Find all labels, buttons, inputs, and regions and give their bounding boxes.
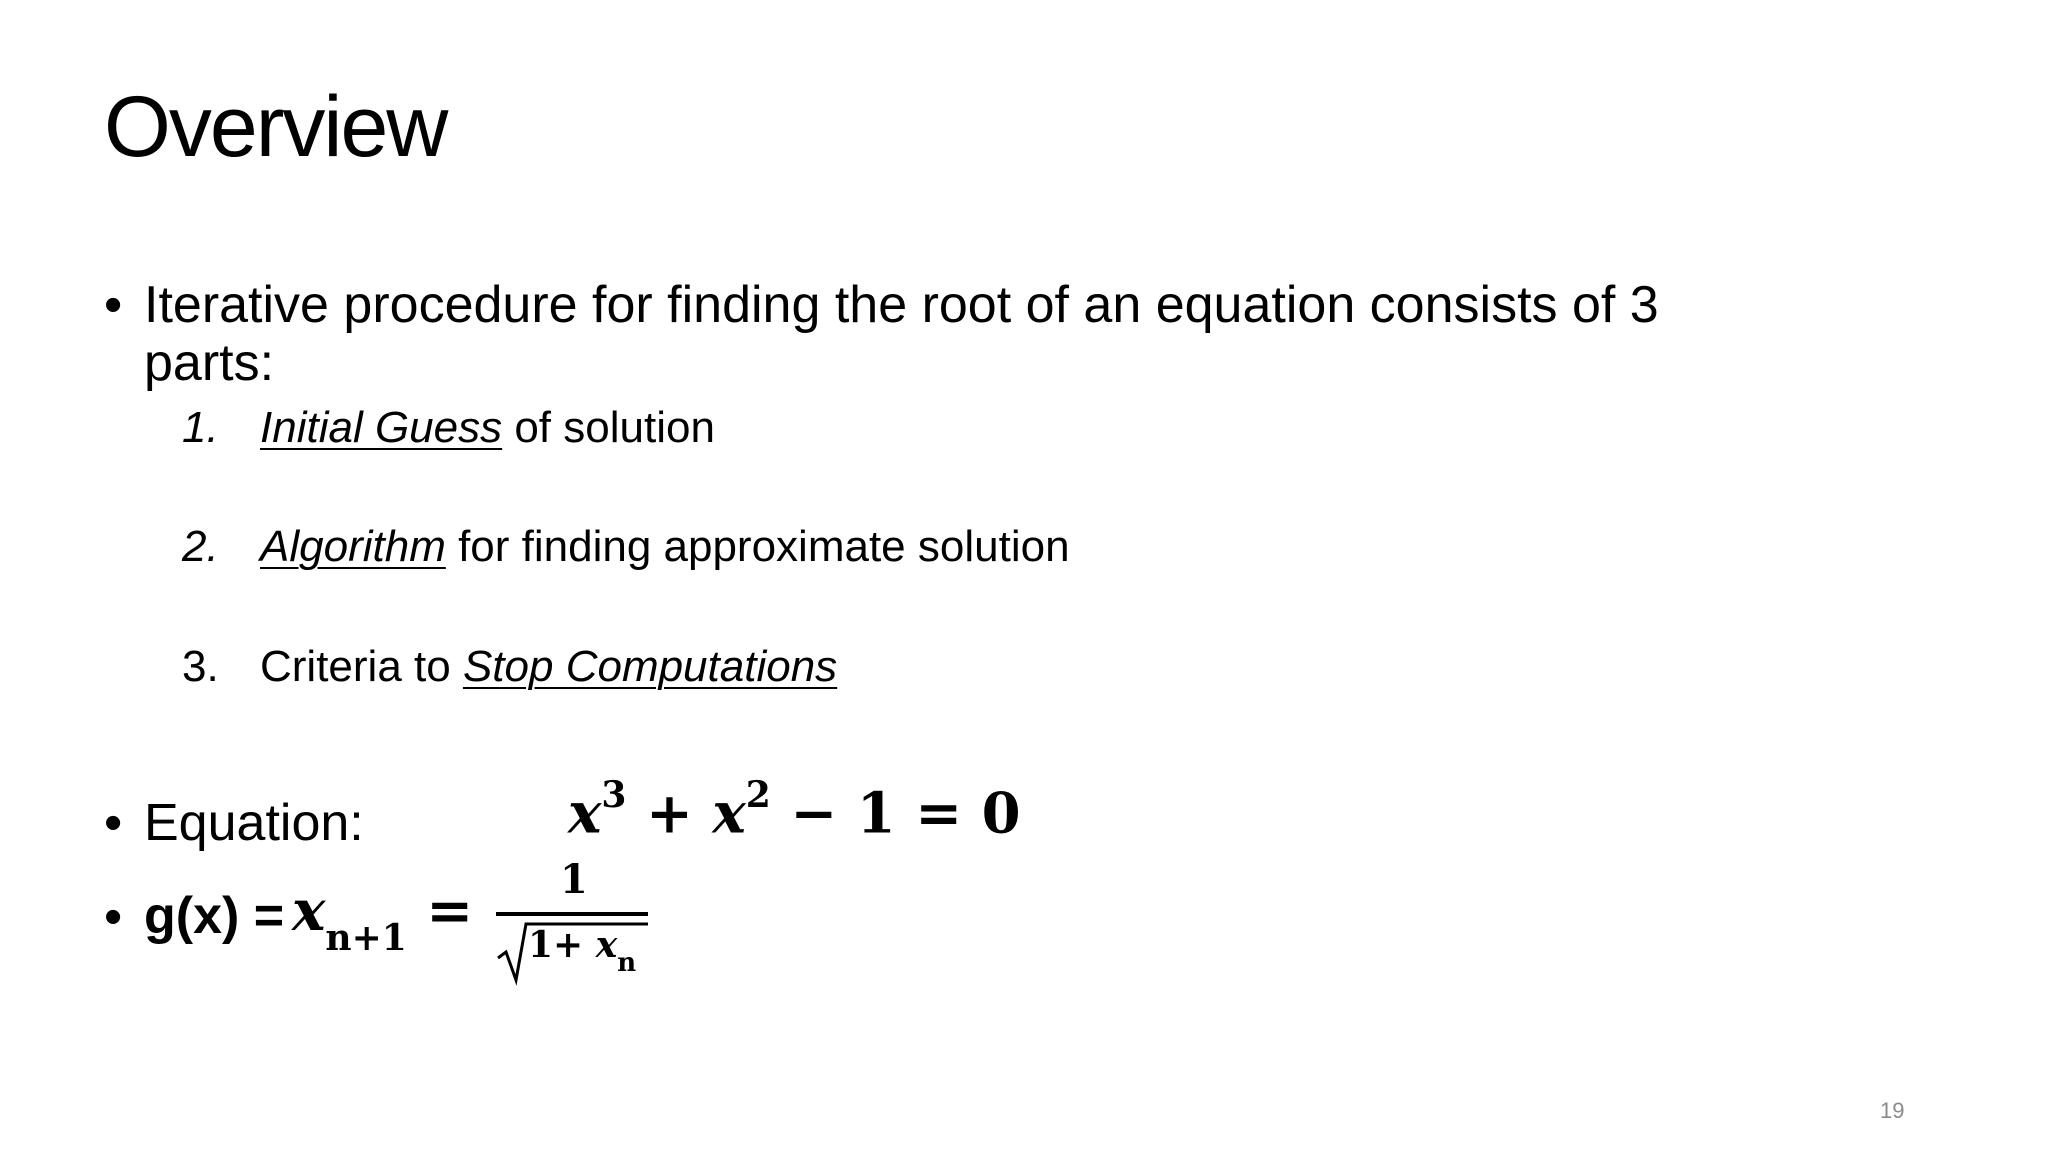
bullet-dot: •	[104, 888, 123, 946]
bullet-dot: •	[104, 794, 123, 852]
iteration-fraction	[496, 856, 652, 986]
bullet-text-line2: parts:	[144, 334, 275, 392]
equation-label: Equation:	[144, 794, 364, 852]
fraction-denominator: $1+ x_n$	[528, 924, 637, 979]
fraction-numerator: 1	[560, 856, 588, 903]
slide-title: Overview	[104, 79, 447, 175]
page-number: 19	[1880, 1098, 1905, 1123]
bullet-dot: •	[104, 276, 123, 334]
list-number: 1.	[182, 403, 219, 452]
list-number: 3.	[182, 642, 219, 691]
emphasis-initial-guess: Initial Guess	[260, 403, 503, 452]
g-of-x-label: g(x) =	[144, 887, 285, 945]
fraction-bar	[496, 912, 648, 916]
equation-formula: $x^3 + x^2 - 1 = 0$	[568, 774, 1021, 847]
emphasis-algorithm: Algorithm	[260, 522, 446, 571]
item-rest-text: of solution	[502, 403, 715, 452]
iteration-lhs: $x_{n+1}$ =	[292, 878, 474, 960]
item-prefix-text: Criteria to	[260, 642, 463, 691]
bullet-text-line1: Iterative procedure for finding the root of an equation consists of 3	[144, 276, 1659, 334]
item-rest-text: for finding approximate solution	[445, 522, 1070, 571]
emphasis-stop-computations: Stop Computations	[462, 642, 838, 691]
list-number: 2.	[182, 522, 219, 571]
